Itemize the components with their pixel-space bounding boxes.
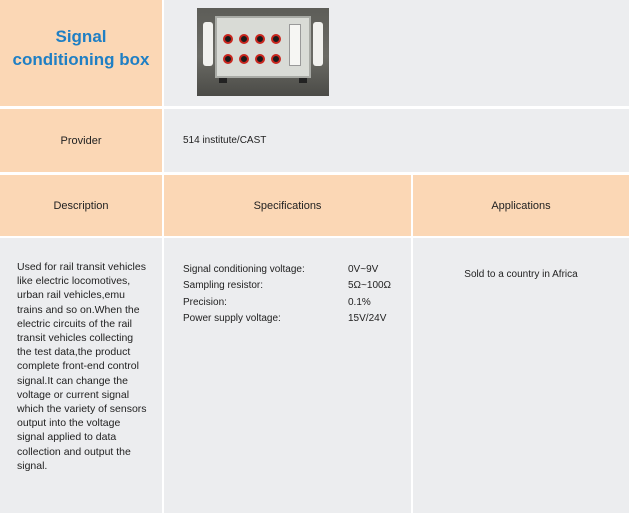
spec-name: Signal conditioning voltage: — [183, 264, 305, 275]
provider-label: Provider — [60, 134, 102, 147]
connector-icon — [223, 34, 233, 44]
description-line: collection and output the — [17, 445, 131, 458]
description-cell — [0, 238, 162, 513]
connector-icon — [271, 54, 281, 64]
applications-header-cell — [413, 175, 629, 236]
applications-text: Sold to a country in Africa — [464, 269, 578, 280]
box-front-panel — [215, 16, 311, 78]
side-label-icon — [289, 24, 301, 66]
description-line: output into the voltage — [17, 417, 121, 430]
foot-icon — [219, 78, 227, 83]
connector-icon — [239, 34, 249, 44]
description-line: the test data,the product — [17, 346, 131, 359]
description-line: urban rail vehicles,emu — [17, 289, 125, 302]
spec-value: 0.1% — [348, 296, 371, 308]
connector-icon — [239, 54, 249, 64]
specifications-cell — [164, 238, 411, 513]
spec-name: Power supply voltage: — [183, 312, 281, 324]
applications-header: Applications — [491, 199, 551, 212]
description-line: signal. — [17, 459, 48, 472]
description-line: signal applied to data — [17, 431, 117, 444]
spec-value: 0V~9V — [348, 264, 379, 275]
product-title-cell — [0, 0, 162, 106]
spec-value: 5Ω~100Ω — [348, 280, 392, 292]
description-line: electric circuits of the rail — [17, 317, 132, 330]
product-title — [13, 25, 150, 71]
description-line: Used for rail transit vehicles — [17, 261, 146, 273]
description-header-cell — [0, 175, 162, 236]
provider-value-cell — [164, 109, 629, 172]
description-header: Description — [53, 199, 109, 212]
connector-icon — [223, 54, 233, 64]
specifications-header: Specifications — [253, 199, 322, 212]
spec-name: Precision: — [183, 296, 227, 308]
provider-value: 514 institute/CAST — [183, 135, 267, 146]
product-title-line2: conditioning box — [12, 50, 150, 69]
description-line: complete front-end control — [17, 360, 139, 373]
description-line: trains and so on.When the — [17, 303, 140, 316]
provider-label-cell — [0, 109, 162, 172]
spec-value: 15V/24V — [348, 312, 387, 324]
description-line: voltage or current signal — [17, 388, 130, 401]
description-line: transit vehicles collecting — [17, 332, 134, 345]
specifications-header-cell — [164, 175, 411, 236]
spec-name: Sampling resistor: — [183, 280, 264, 292]
spec-row — [183, 278, 411, 294]
connector-icon — [271, 34, 281, 44]
description-line: signal.It can change the — [17, 374, 128, 387]
spec-row — [183, 262, 411, 278]
description-line: like electric locomotives, — [17, 275, 131, 288]
right-handle — [313, 22, 323, 66]
product-photo — [197, 8, 329, 96]
spec-row — [183, 295, 411, 311]
left-handle — [203, 22, 213, 66]
applications-cell — [413, 238, 629, 513]
connector-icon — [255, 54, 265, 64]
product-title-line1: Signal — [55, 27, 107, 46]
connector-icon — [255, 34, 265, 44]
description-text — [17, 260, 162, 473]
description-line: which the variety of sensors — [17, 403, 147, 416]
foot-icon — [299, 78, 307, 83]
spec-row — [183, 311, 411, 327]
